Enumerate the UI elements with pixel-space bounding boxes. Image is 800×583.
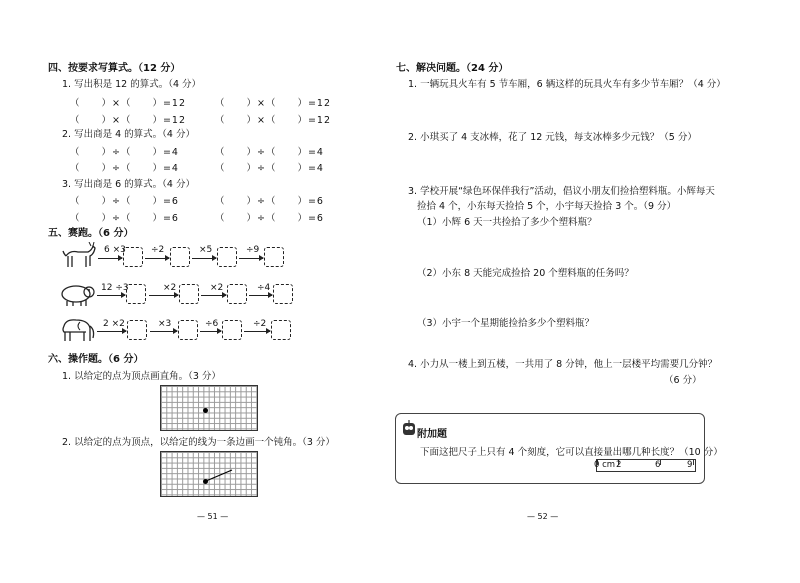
s4-q2-row1b[interactable]: （ ）÷（ ）=4 (215, 147, 324, 158)
vertex-point-1 (203, 408, 208, 413)
race2-op3: ×2 (210, 283, 224, 293)
race3-op1: 2 ×2 (103, 319, 125, 329)
s7-q3-sub2: （2）小东 8 天能完成捡拾 20 个塑料瓶的任务吗？ (417, 268, 634, 279)
race1-op4: ÷9 (246, 245, 260, 255)
hippo-icon (58, 282, 96, 308)
race1-arrow2 (145, 258, 169, 259)
given-ray-line (160, 451, 256, 495)
race3-op2: ×3 (158, 319, 172, 329)
race2-box1[interactable] (126, 284, 146, 304)
s4-q3-row1a[interactable]: （ ）÷（ ）=6 (70, 196, 179, 207)
s7-q3-sub3: （3）小宇一个星期能捡拾多少个塑料瓶？ (417, 318, 595, 329)
race3-box3[interactable] (222, 320, 242, 340)
race1-arrow4 (239, 258, 263, 259)
s7-q3-sub1: （1）小辉 6 天一共捡拾了多少个塑料瓶？ (417, 217, 597, 228)
race1-op2: ÷2 (151, 245, 165, 255)
page-number-51: — 51 — (197, 512, 229, 521)
race2-box3[interactable] (227, 284, 247, 304)
ruler-label-6: 6 (655, 460, 661, 470)
s6-q1: 1. 以给定的点为顶点画直角。（3 分） (62, 371, 221, 382)
s4-q3-row2b[interactable]: （ ）÷（ ）=6 (215, 213, 324, 224)
robot-icon (402, 420, 416, 438)
race2-arrow1 (97, 295, 125, 296)
race3-arrow1 (97, 331, 126, 332)
s6-q2: 2. 以给定的点为顶点，以给定的线为一条边画一个钝角。（3 分） (62, 437, 335, 448)
s4-q1-row2a[interactable]: （ ）×（ ）=12 (70, 115, 187, 126)
race2-arrow2 (149, 295, 178, 296)
race1-box4[interactable] (264, 247, 284, 267)
race3-arrow3 (200, 331, 221, 332)
section4-title: 四、按要求写算式。（12 分） (48, 63, 181, 74)
race3-op4: ÷2 (253, 319, 267, 329)
ruler-label-9: 9 (687, 460, 693, 470)
s7-q2: 2. 小琪买了 4 支冰棒，花了 12 元钱，每支冰棒多少元钱？（5 分） (408, 132, 697, 143)
s7-q4-line2: （6 分） (664, 375, 702, 386)
race2-arrow4 (249, 295, 272, 296)
s4-q1: 1. 写出积是 12 的算式。（4 分） (62, 79, 202, 90)
s4-q3-row1b[interactable]: （ ）÷（ ）=6 (215, 196, 324, 207)
grid-right-angle[interactable] (160, 385, 258, 431)
race3-arrow2 (150, 331, 177, 332)
s4-q2: 2. 写出商是 4 的算式。（4 分） (62, 129, 195, 140)
s7-q4-line1: 4. 小力从一楼上到五楼，一共用了 8 分钟，他上一层楼平均需要几分钟？ (408, 359, 718, 370)
race1-box3[interactable] (217, 247, 237, 267)
race1-box2[interactable] (170, 247, 190, 267)
race3-arrow4 (244, 331, 270, 332)
s4-q1-row1b[interactable]: （ ）×（ ）=12 (215, 98, 332, 109)
race1-arrow1 (98, 258, 122, 259)
s4-q1-row2b[interactable]: （ ）×（ ）=12 (215, 115, 332, 126)
race3-box2[interactable] (178, 320, 198, 340)
s4-q2-row1a[interactable]: （ ）÷（ ）=4 (70, 147, 179, 158)
race1-op3: ×5 (199, 245, 213, 255)
race2-op1: 12 ÷3 (101, 283, 129, 293)
race2-op2: ×2 (163, 283, 177, 293)
race1-arrow3 (192, 258, 216, 259)
race1-op1: 6 ×3 (104, 245, 126, 255)
section6-title: 六、操作题。（6 分） (48, 354, 144, 365)
s4-q1-row1a[interactable]: （ ）×（ ）=12 (70, 98, 187, 109)
s4-q2-row2b[interactable]: （ ）÷（ ）=4 (215, 163, 324, 174)
s4-q3: 3. 写出商是 6 的算式。（4 分） (62, 179, 195, 190)
race3-box4[interactable] (271, 320, 291, 340)
race3-op3: ÷6 (205, 319, 219, 329)
vertex-point-2 (203, 479, 208, 484)
goat-icon (60, 242, 96, 272)
s4-q3-row2a[interactable]: （ ）÷（ ）=6 (70, 213, 179, 224)
race2-box4[interactable] (273, 284, 293, 304)
extra-badge: 附加题 (417, 429, 447, 440)
s4-q2-row2a[interactable]: （ ）÷（ ）=4 (70, 163, 179, 174)
extra-question-text: 下面这把尺子上只有 4 个刻度，它可以直接量出哪几种长度？（10 分） (420, 447, 723, 458)
s7-q1: 1. 一辆玩具火车有 5 节车厢，6 辆这样的玩具火车有多少节车厢？（4 分） (408, 79, 726, 90)
page-number-52: — 52 — (527, 512, 559, 521)
ruler-tick-9 (693, 460, 694, 465)
s7-q3-line2: 捡拾 4 个，小东每天捡拾 5 个，小宇每天捡拾 3 个。（9 分） (417, 201, 677, 212)
elephant-icon (58, 316, 96, 346)
race1-box1[interactable] (123, 247, 143, 267)
race2-box2[interactable] (179, 284, 199, 304)
s7-q3-line1: 3. 学校开展“绿色环保伴我行”活动，倡议小朋友们捡拾塑料瓶。小辉每天 (408, 186, 715, 197)
section5-title: 五、赛跑。（6 分） (48, 228, 134, 239)
ruler-label-0: 0 cm (594, 460, 616, 470)
race2-arrow3 (201, 295, 226, 296)
ruler-label-2: 2 (616, 460, 622, 470)
race3-box1[interactable] (127, 320, 147, 340)
section7-title: 七、解决问题。（24 分） (396, 63, 509, 74)
race2-op4: ÷4 (257, 283, 271, 293)
